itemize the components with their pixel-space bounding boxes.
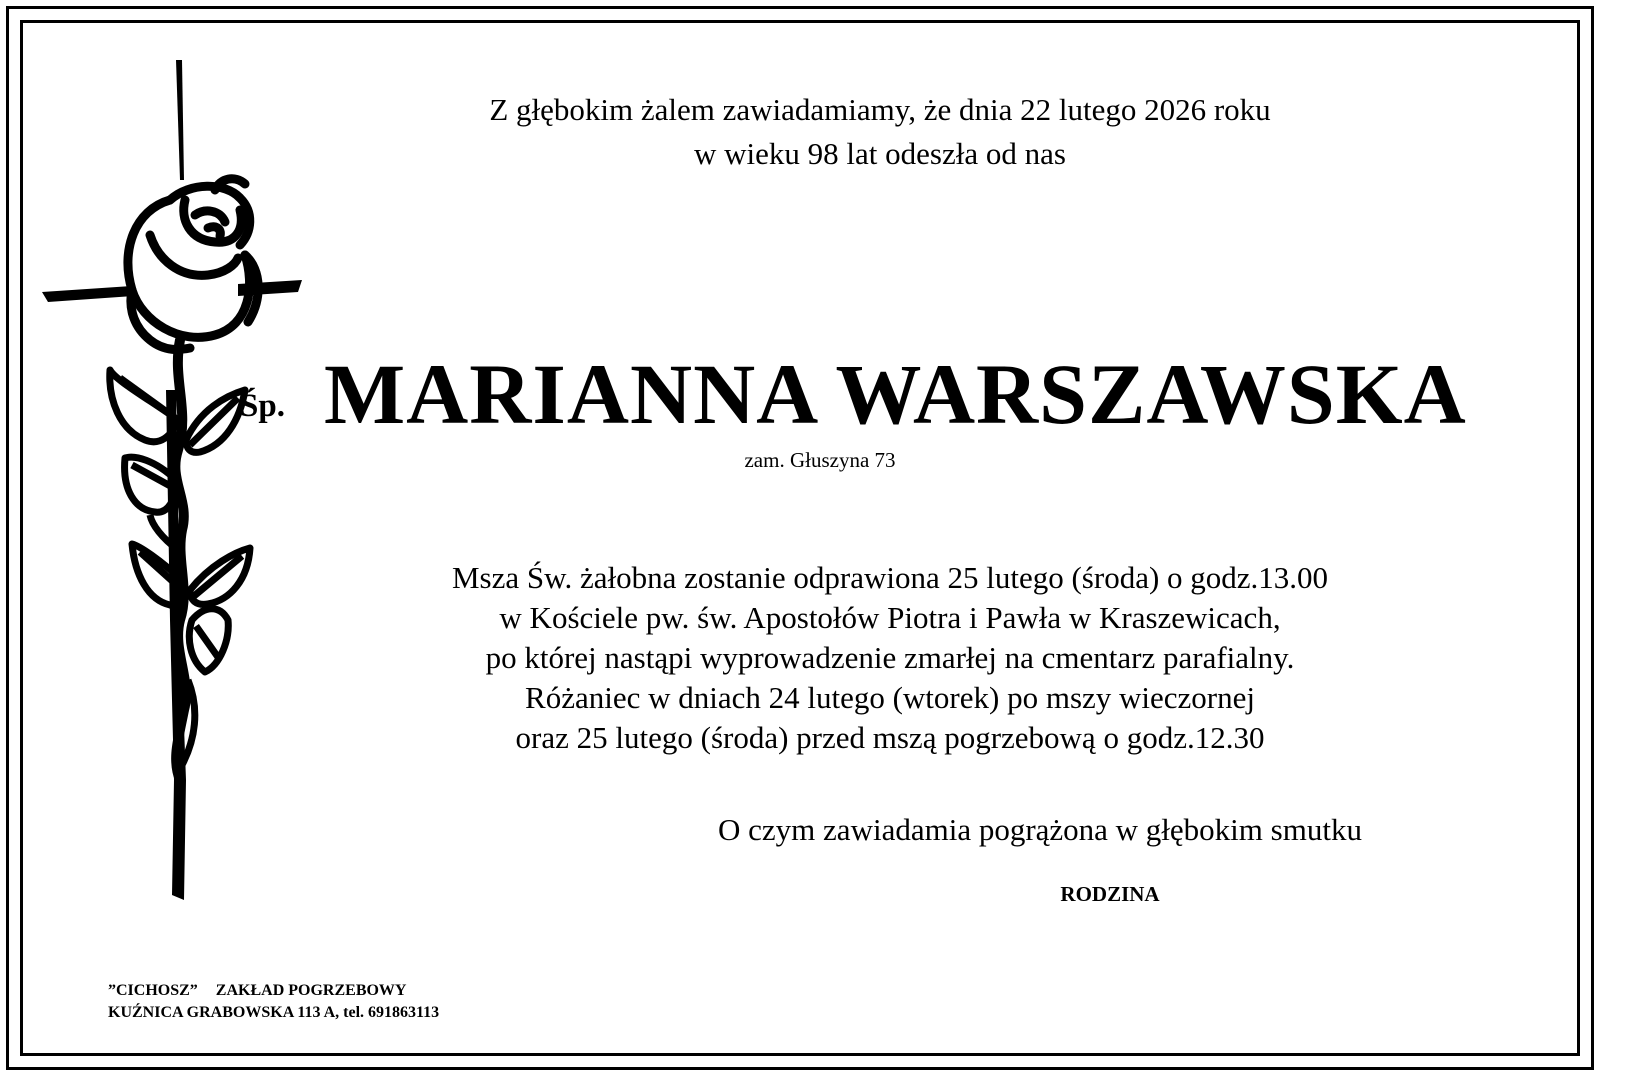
funeral-home-footer (108, 980, 439, 1024)
mass-line: Różaniec w dniach 24 lutego (wtorek) po mszy wieczornej (525, 680, 1255, 715)
mass-line: po której nastąpi wyprowadzenie zmarłej na cmentarz parafialny. (485, 640, 1295, 675)
intro-announcement (380, 88, 1380, 176)
mass-line: oraz 25 lutego (środa) przed mszą pogrzebową o godz.12.30 (515, 720, 1265, 755)
deceased-name-row (240, 344, 1540, 444)
intro-line: Z głębokim żalem zawiadamiamy, że dnia 22 lutego 2026 roku (489, 92, 1271, 127)
mass-line: Msza Św. żałobna zostanie odprawiona 25 lutego (środa) o godz.13.00 (451, 560, 1329, 595)
deceased-name: MARIANNA WARSZAWSKA (324, 346, 1467, 442)
closing-line: O czym zawiadamia pogrążona w głębokim smutku (718, 812, 1362, 847)
name-prefix: Śp. (240, 388, 285, 424)
mass-details (330, 558, 1450, 758)
funeral-home-name: ”CICHOSZ” (108, 982, 198, 999)
mass-line: w Kościele pw. św. Apostołów Piotra i Pawła w Kraszewicach, (499, 600, 1281, 635)
funeral-home-contact: KUŹNICA GRABOWSKA 113 A, tel. 691863113 (108, 1004, 440, 1021)
signature: RODZINA (1060, 882, 1160, 906)
funeral-home-type: ZAKŁAD POGRZEBOWY (215, 982, 407, 999)
funeral-home-name-line (108, 980, 439, 1002)
cross-with-rose-icon (40, 60, 330, 940)
deceased-address: zam. Głuszyna 73 (744, 448, 896, 472)
intro-line: w wieku 98 lat odeszła od nas (694, 136, 1066, 171)
